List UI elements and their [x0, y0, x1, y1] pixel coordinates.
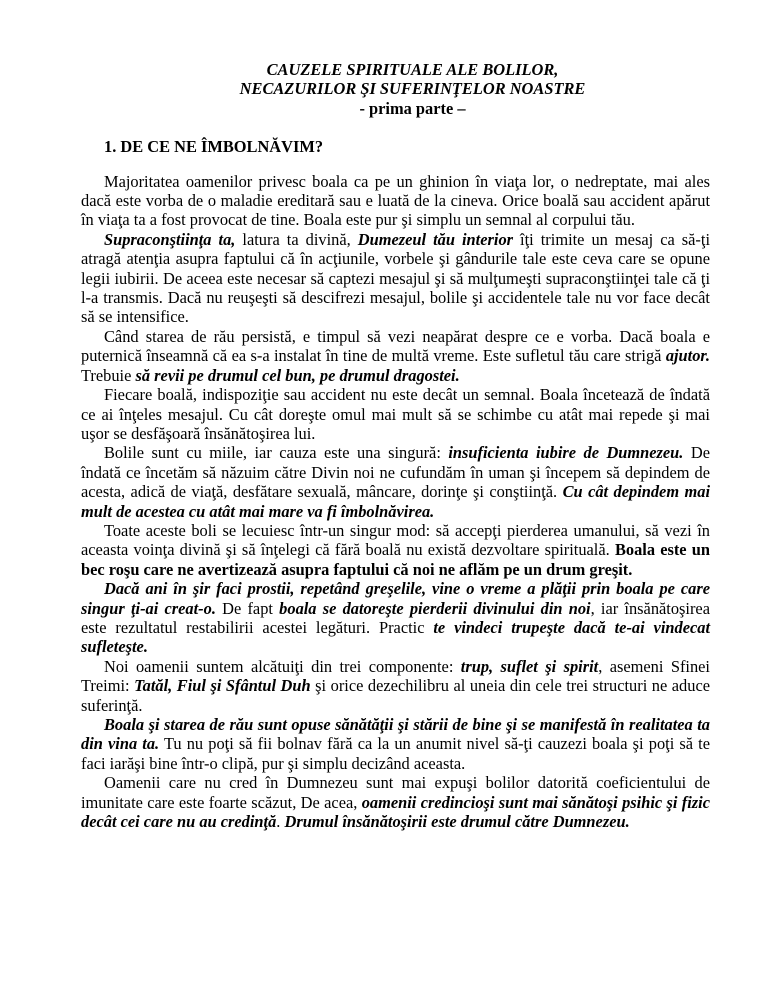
paragraph: [81, 385, 710, 443]
section-heading: 1. DE CE NE ÎMBOLNĂVIM?: [104, 137, 324, 157]
text-segment: , iar însănătoşirea este rezultatul restabilirii acestei legături. Practic: [81, 598, 710, 637]
paragraph: [81, 230, 710, 327]
title-line-1: CAUZELE SPIRITUALE ALE BOLILOR,: [266, 60, 559, 79]
paragraph: [81, 773, 710, 831]
paragraph: [81, 172, 710, 230]
text-segment: Trebuie: [81, 365, 136, 385]
text-segment: , asemeni Sfinei Treimi:: [81, 656, 710, 696]
paragraph: [81, 327, 710, 385]
body-text: [81, 172, 710, 832]
document-title: [81, 60, 710, 118]
emphasized-text: trup, suflet şi spirit: [460, 656, 599, 676]
text-segment: Bolile sunt cu miile, iar cauza este una singură:: [104, 443, 449, 463]
text-segment: Când starea de rău persistă, e timpul să vezi neapărat despre ce e vorba. Dacă boala e puternică înseamnă că ea s-a instalat în tine de multă vreme. Este sufletul tău care strigă: [81, 326, 710, 366]
paragraph: [81, 521, 710, 579]
paragraph: [81, 579, 710, 657]
emphasized-text: Dumezeul tău interior: [357, 229, 514, 249]
emphasized-text: Drumul însănătoşirii este drumul către Dumnezeu.: [284, 812, 630, 832]
text-segment: latura ta divină,: [235, 229, 358, 249]
paragraph: [81, 657, 710, 715]
emphasized-text: Tatăl, Fiul şi Sfântul Duh: [134, 676, 311, 696]
text-segment: Toate aceste boli se lecuiesc într-un singur mod: să accepţi pierderea umanului, să vezi în aceasta voinţa divină şi să înţelegi că fără boală nu există dezvoltare spirituală.: [81, 520, 710, 560]
paragraph: [81, 443, 710, 521]
text-segment: îţi trimite un mesaj ca să-ţi atragă atenţia asupra faptului că în acţiunile, vorbele şi gândurile tale este ceva care se opune legii iubirii. De aceea este necesar să captezi mesajul şi să mulţumeşti supraconştiinţei tale că ţi l-a transmis. Dacă nu reuşeşti să descifrezi mesajul, bolile şi accidentele tale nu vor face decât să se intensifice.: [81, 229, 710, 327]
emphasized-text: boala se datoreşte pierderii divinului din noi: [279, 598, 591, 618]
emphasized-text: Dacă ani în şir faci prostii, repetând greşelile, vine o vreme a plăţii prin boala pe care singur ţi-ai creat-o.: [81, 579, 710, 618]
emphasized-text: te vindeci trupeşte dacă te-ai vindecat sufleteşte.: [81, 617, 710, 657]
title-line-2: NECAZURILOR ŞI SUFERINŢELOR NOASTRE: [239, 79, 586, 99]
text-segment: Majoritatea oamenilor privesc boala ca pe un ghinion în viaţa lor, o nedreptate, mai ales dacă este vorba de o maladie ereditară sau e luată de la cineva. Orice boală sau accident apărut în viaţa ta a fost provocat de tine. Boala este pur şi simplu un semnal al corpului tău.: [81, 171, 710, 230]
text-segment: Noi oamenii suntem alcătuiţi din trei componente:: [104, 656, 461, 676]
emphasized-text: Cu cât depindem mai mult de acestea cu atât mai mare va fi îmbolnăvirea.: [81, 482, 711, 521]
text-segment: De îndată ce încetăm să năzuim către Divin noi ne cufundăm în uman şi începem să depindem de acesta, adică de viaţă, desfătare sexuală, mâncare, dorinţe şi conştiinţă.: [81, 443, 710, 502]
text-segment: Fiecare boală, indispoziţie sau accident nu este decât un semnal. Boala încetează de îndată ce ai înţeles mesajul. Cu cât doreşte omul mai mult să se schimbe cu atât mai repede şi mai uşor se desfăşoară însănătoşirea lui.: [81, 385, 710, 443]
title-subtitle: - prima parte –: [359, 98, 466, 118]
emphasized-text: oamenii credincioşi sunt mai sănătoşi psihic şi fizic decât cei care nu au credinţă: [81, 792, 710, 832]
emphasized-text: insuficienta iubire de Dumnezeu.: [448, 443, 684, 463]
emphasized-text: Boala şi starea de rău sunt opuse sănătăţii şi stării de bine şi se manifestă în realitatea ta din vina ta.: [81, 715, 710, 754]
emphasized-text: Supraconştiinţa ta,: [104, 229, 236, 249]
text-segment: De fapt: [215, 598, 280, 618]
text-segment: Tu nu poţi să fii bolnav fără ca la un anumit nivel să-ţi cauzezi boala şi poţi să te faci iarăşi bine într-o clipă, pur şi simplu decizând aceasta.: [81, 734, 710, 773]
text-segment: Oamenii care nu cred în Dumnezeu sunt mai expuşi bolilor datorită coeficientului de imunitate care este foarte scăzut, De acea,: [81, 773, 710, 812]
emphasized-text: să revii pe drumul cel bun, pe drumul dragostei.: [135, 365, 460, 385]
emphasized-text: ajutor.: [665, 346, 710, 366]
text-segment: .: [276, 812, 285, 832]
text-segment: şi orice dezechilibru al uneia din cele trei structuri ne aduce suferinţă.: [81, 676, 711, 715]
paragraph: [81, 715, 710, 773]
emphasized-text: Boala este un bec roşu care ne avertizează asupra faptului că noi ne aflăm pe un drum greşit.: [81, 540, 711, 579]
